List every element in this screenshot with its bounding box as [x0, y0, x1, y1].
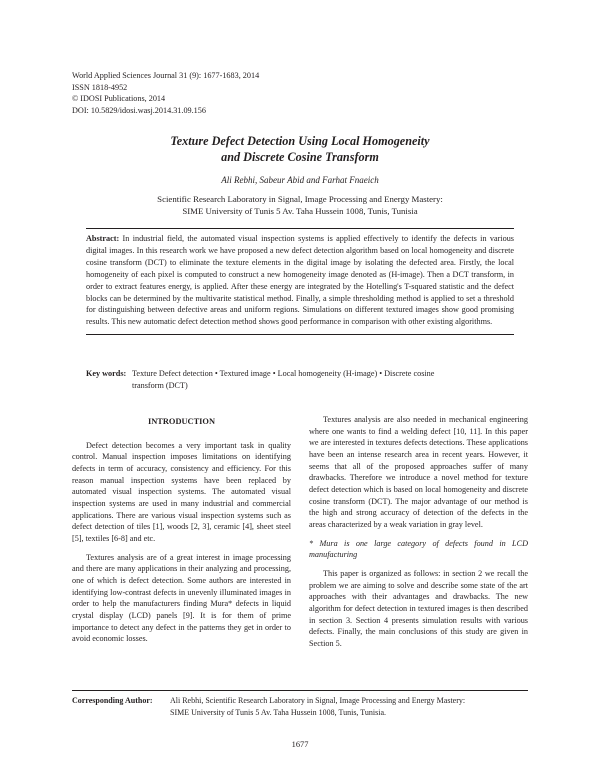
abstract-label: Abstract:: [86, 234, 120, 243]
title-line-1: Texture Defect Detection Using Local Homogeneity: [170, 134, 430, 148]
journal-citation: World Applied Sciences Journal 31 (9): 1677-1683, 2014: [72, 71, 260, 80]
abstract: [86, 228, 514, 335]
affiliation-line-2: SIME University of Tunis 5 Av. Taha Hussein 1008, Tunis, Tunisia: [182, 206, 418, 217]
keywords-line-2: transform (DCT): [132, 380, 188, 390]
paragraph: Textures analysis are also needed in mechanical engineering where one wants to find a welding defect [10, 11]. In this paper we are interested in textures defects detections. These applications have been an intense research area in recent years. However, it seems that all of the proposed approaches suffer of many drawbacks. Therefore we introduce a novel method for texture defect detection which is based on local homogeneity and discrete cosine transform (DCT). The major advantage of our method is the high and strong accuracy of detection of the defects in the areas characterized by a weak variation in gray level.: [309, 415, 528, 529]
corresponding-author-line-2: SIME University of Tunis 5 Av. Taha Hussein 1008, Tunis, Tunisia.: [170, 707, 386, 717]
page-number: 1677: [291, 740, 309, 749]
corresponding-author: [72, 690, 528, 718]
doi[interactable]: DOI: 10.5829/idosi.wasj.2014.31.09.156: [72, 105, 206, 115]
authors: Ali Rebhi, Sabeur Abid and Farhat Fnaeich: [221, 175, 379, 185]
right-column: [309, 414, 528, 656]
footnote: * Mura is one large category of defects found in LCD manufacturing: [309, 538, 528, 560]
journal-header: [72, 70, 259, 116]
title-line-2: and Discrete Cosine Transform: [221, 150, 379, 164]
paragraph: Textures analysis are of a great interest in image processing and there are many applications in their analyzing and processing, one of which is defect detection. Some authors are interested in identifying low-contrast defects in unevenly illuminated images in order to help the manufacturers finding Mura* defects in liquid crystal display (LCD) panels [9]. It is for them of prime importance to detect any defect in the patterns they get in order to avoid economic losses.: [72, 552, 291, 644]
keywords: [86, 368, 514, 391]
keywords-line-1: Texture Defect detection • Textured image • Local homogeneity (H-image) • Discrete cosine: [132, 369, 435, 378]
corresponding-author-label: Corresponding Author:: [72, 696, 153, 705]
paragraph: Defect detection becomes a very important task in quality control. Manual inspection imposes limitations on identifying defects in term of accuracy, consistency and efficiency. For this reason manual inspection systems have been replaced by automated visual inspection systems. The automated visual inspection systems are used in many industrial and commercial applications. There are various visual inspection systems such as defect detection of tiles [1], woods [2, 3], ceramic [4], sheet steel [5], textiles [6-8] and etc.: [72, 440, 291, 543]
corresponding-author-line-1: Ali Rebhi, Scientific Research Laboratory in Signal, Image Processing and Energy Mastery:: [170, 696, 466, 705]
issn: ISSN 1818-4952: [72, 82, 128, 92]
section-heading-introduction: INTRODUCTION: [147, 417, 215, 426]
left-column: [72, 414, 291, 652]
keywords-label: Key words:: [86, 369, 127, 378]
copyright: © IDOSI Publications, 2014: [72, 94, 166, 104]
affiliation: [60, 193, 540, 218]
affiliation-line-1: Scientific Research Laboratory in Signal, Image Processing and Energy Mastery:: [157, 194, 443, 204]
paragraph: This paper is organized as follows: in section 2 we recall the problem we are aiming to solve and describe some state of the art approaches with their advantages and drawbacks. The new algorithm for defect detection in textured images is then described in section 3. Section 4 presents simulation results with various defects. Finally, the main conclusions of this study are given in Section 5.: [309, 568, 528, 648]
paper-title: [60, 133, 540, 165]
abstract-text: In industrial field, the automated visual inspection systems is applied effectively to identify the defects in various digital images. In this research work we have proposed a new defect detection algorithm based on local homogeneity and discrete cosine transform (DCT) to eliminate the texture elements in the digital image by isolating the defected area. Firstly, the local homogeneity of each pixel is computed to construct a new homogeneity image denoted as (H-image). Then a DCT transform, in order to extract features energy, is applied. After these energy are integrated by the Hotelling's T-squared statistic and the defect blocks can be determined by the multivarite statistical method. Finally, a simple thresholding method is applied to set a threshold for distinguishing between defective areas and uniform regions. Simulations on different textured images show good promising results. This new automatic defect detection method shows good performance in comparison with other existing algorithms.: [86, 234, 514, 327]
